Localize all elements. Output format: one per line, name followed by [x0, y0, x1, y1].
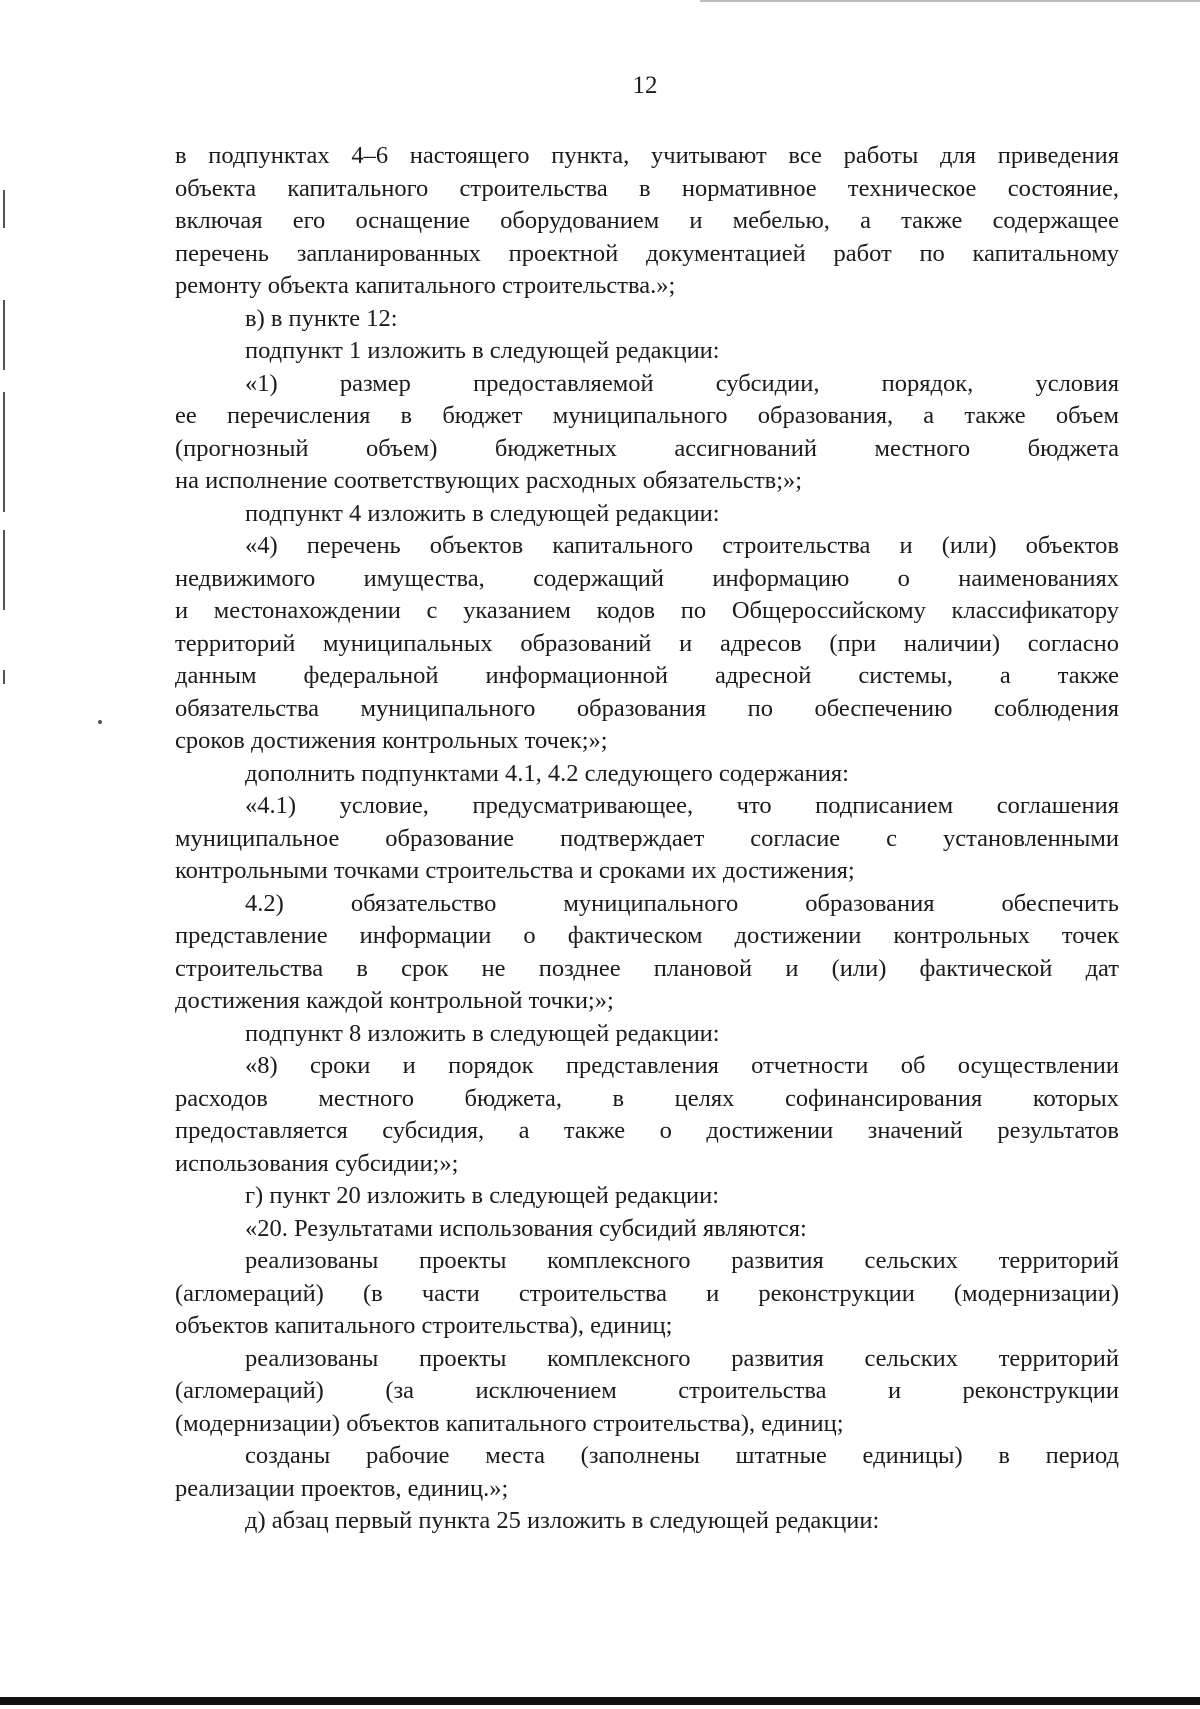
text-line: (агломераций) (за исключением строительства и реконструкции — [175, 1377, 1119, 1404]
text-line: и местонахождении с указанием кодов по Общероссийскому классификатору — [175, 597, 1119, 624]
text-line: недвижимого имущества, содержащий информацию о наименованиях — [175, 564, 1119, 592]
text-line: обязательства муниципального образования по обеспечению соблюдения — [175, 694, 1119, 722]
text-line: «4.1) условие, предусматривающее, что подписанием соглашения — [245, 792, 1119, 819]
text-line: контрольными точками строительства и сроками их достижения; — [175, 857, 855, 884]
text-line: реализованы проекты комплексного развития сельских территорий — [245, 1344, 1119, 1372]
page-number: 12 — [632, 72, 658, 99]
text-line: данным федеральной информационной адресной системы, а также — [175, 662, 1119, 689]
text-line: «4) перечень объектов капитального строительства и (или) объектов — [245, 532, 1119, 559]
text-line: представление информации о фактическом достижении контрольных точек — [175, 922, 1119, 949]
text-line: достижения каждой контрольной точки;»; — [175, 987, 614, 1014]
scan-artifact — [98, 720, 102, 724]
scan-artifact — [3, 530, 5, 610]
text-line: предоставляется субсидия, а также о достижении значений результатов — [175, 1117, 1119, 1144]
text-line: в) в пункте 12: — [245, 304, 398, 332]
text-line: (модернизации) объектов капитального строительства), единиц; — [175, 1409, 844, 1437]
bottom-edge-rule — [0, 1697, 1200, 1705]
text-line: «8) сроки и порядок представления отчетности об осуществлении — [245, 1052, 1119, 1079]
text-line: «20. Результатами использования субсидий являются: — [245, 1214, 807, 1242]
body-text — [175, 140, 1119, 1538]
text-line: дополнить подпунктами 4.1, 4.2 следующего содержания: — [245, 759, 849, 787]
text-line: «1) размер предоставляемой субсидии, порядок, условия — [245, 369, 1119, 397]
text-line: ремонту объекта капитального строительства.»; — [175, 272, 676, 299]
text-line: строительства в срок не позднее плановой и (или) фактической дат — [175, 954, 1119, 982]
text-line: использования субсидии;»; — [175, 1149, 459, 1177]
text-line: на исполнение соответствующих расходных обязательств;»; — [175, 467, 803, 494]
text-line: г) пункт 20 изложить в следующей редакции: — [245, 1182, 720, 1209]
text-line: сроков достижения контрольных точек;»; — [175, 727, 608, 754]
text-line: объектов капитального строительства), единиц; — [175, 1312, 673, 1339]
text-line: реализации проектов, единиц.»; — [175, 1474, 509, 1502]
text-line: 4.2) обязательство муниципального образования обеспечить — [245, 889, 1119, 917]
text-line: расходов местного бюджета, в целях софинансирования которых — [175, 1084, 1119, 1112]
text-line: ее перечисления в бюджет муниципального образования, а также объем — [175, 402, 1119, 429]
text-line: созданы рабочие места (заполнены штатные единицы) в период — [245, 1442, 1119, 1469]
scan-artifact — [3, 392, 5, 512]
text-line: в подпунктах 4–6 настоящего пункта, учитывают все работы для приведения — [175, 142, 1119, 169]
text-line: подпункт 8 изложить в следующей редакции: — [245, 1019, 720, 1047]
top-edge-rule — [700, 0, 1200, 2]
text-line: перечень запланированных проектной документацией работ по капитальному — [175, 239, 1119, 267]
text-line: муниципальное образование подтверждает согласие с установленными — [175, 824, 1119, 852]
scan-artifact — [3, 190, 5, 228]
text-line: подпункт 4 изложить в следующей редакции: — [245, 499, 720, 527]
text-line: объекта капитального строительства в нормативное техническое состояние, — [175, 174, 1119, 202]
text-line: территорий муниципальных образований и адресов (при наличии) согласно — [175, 629, 1119, 657]
text-line: (агломераций) (в части строительства и реконструкции (модернизации) — [175, 1279, 1119, 1307]
text-line: д) абзац первый пункта 25 изложить в следующей редакции: — [245, 1507, 880, 1534]
scan-artifact — [3, 300, 5, 370]
text-line: реализованы проекты комплексного развития сельских территорий — [245, 1247, 1119, 1274]
scan-artifact — [3, 670, 5, 684]
text-line: включая его оснащение оборудованием и мебелью, а также содержащее — [175, 207, 1119, 234]
text-line: подпункт 1 изложить в следующей редакции: — [245, 337, 720, 364]
text-line: (прогнозный объем) бюджетных ассигнований местного бюджета — [175, 434, 1119, 462]
